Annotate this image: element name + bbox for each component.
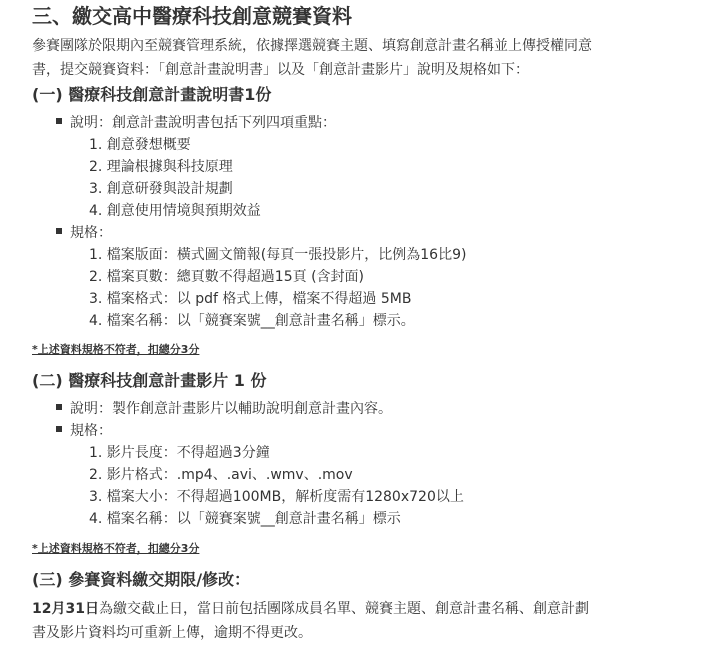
section1-spec-item: 2. 檔案頁數：總頁數不得超過15頁 (含封面): [89, 269, 364, 285]
section2-heading: (二) 醫療科技創意計畫影片 1 份: [32, 371, 267, 390]
bullet-icon: [56, 118, 62, 124]
section1-description-item: 3. 創意研發與設計規劃: [89, 181, 233, 197]
section2-description-text: 說明：製作創意計畫影片以輔助說明創意計畫內容。: [70, 401, 392, 417]
section1-bullet-description: [56, 112, 676, 134]
section2-spec-item: 3. 檔案大小：不得超過100MB，解析度需有1280x720以上: [89, 489, 464, 505]
section1-bullet-specs: [56, 222, 676, 244]
intro-line-2: 書，提交競賽資料：「創意計畫說明書」以及「創意計畫影片」說明及規格如下：: [32, 62, 529, 78]
section2-bullet-specs: [56, 420, 676, 442]
bullet-icon: [56, 228, 62, 234]
section3-heading: (三) 參賽資料繳交期限/修改：: [32, 570, 251, 589]
page-title: 三、繳交高中醫療科技創意競賽資料: [32, 4, 352, 28]
deadline-text: 為繳交截止日，當日前包括團隊成員名單、競賽主題、創意計畫名稱、創意計劃: [98, 601, 589, 617]
bullet-icon: [56, 404, 62, 410]
deadline-paragraph: [32, 597, 682, 645]
section1-heading: (一) 醫療科技創意計畫說明書1份: [32, 85, 272, 104]
intro-line-1: 參賽團隊於限期內至競賽管理系統，依據擇選競賽主題、填寫創意計畫名稱並上傳授權同意: [32, 38, 592, 54]
section2-specs-text: 規格：: [70, 423, 112, 439]
deadline-date: 12月31日: [32, 601, 99, 617]
section1-specs-text: 規格：: [70, 225, 112, 241]
section2-spec-item: 4. 檔案名稱：以「競賽案號__創意計畫名稱」標示: [89, 511, 401, 527]
section1-penalty-note: *上述資料規格不符者，扣總分3分: [32, 343, 200, 356]
section1-description-item: 2. 理論根據與科技原理: [89, 159, 233, 175]
section1-description-text: 說明：創意計畫說明書包括下列四項重點：: [70, 115, 336, 131]
intro-paragraph: [32, 34, 702, 82]
section2-penalty-note: *上述資料規格不符者，扣總分3分: [32, 542, 200, 555]
section1-description-item: 1. 創意發想概要: [89, 137, 191, 153]
section1-spec-item: 1. 檔案版面：橫式圖文簡報(每頁一張投影片，比例為16比9): [89, 247, 467, 263]
deadline-text-line-2: 書及影片資料均可重新上傳，逾期不得更改。: [32, 625, 312, 641]
section2-spec-item: 2. 影片格式：.mp4、.avi、.wmv、.mov: [89, 467, 353, 483]
bullet-icon: [56, 426, 62, 432]
section1-spec-item: 3. 檔案格式：以 pdf 格式上傳，檔案不得超過 5MB: [89, 291, 412, 307]
section1-spec-item: 4. 檔案名稱：以「競賽案號__創意計畫名稱」標示。: [89, 313, 415, 329]
section2-bullet-description: [56, 398, 676, 420]
section1-description-item: 4. 創意使用情境與預期效益: [89, 203, 261, 219]
section2-spec-item: 1. 影片長度：不得超過3分鐘: [89, 445, 270, 461]
